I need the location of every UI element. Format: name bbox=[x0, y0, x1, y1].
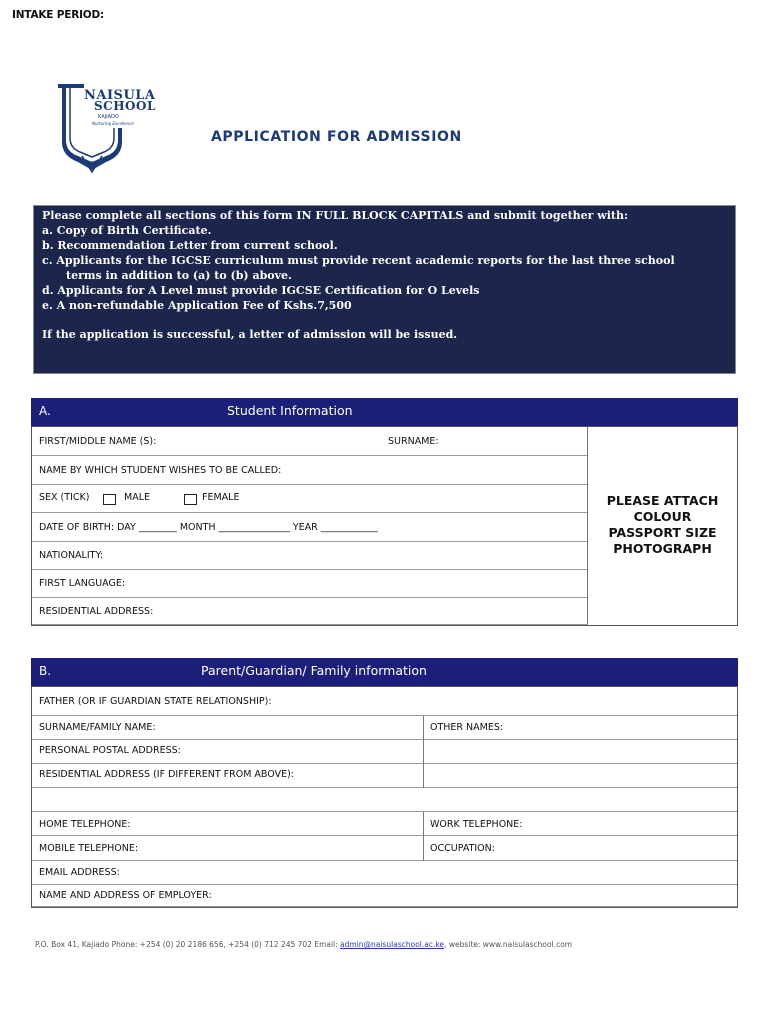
instructions-panel bbox=[33, 205, 736, 374]
instruction-item: d. Applicants for A Level must provide IGCSE Certification for O Levels bbox=[42, 284, 480, 297]
footer-contact bbox=[35, 940, 572, 949]
instruction-item: terms in addition to (a) to (b) above. bbox=[66, 269, 292, 282]
photo-text: PASSPORT SIZE bbox=[608, 525, 717, 540]
logo-motto: Nurturing Excellence bbox=[92, 121, 134, 126]
section-b-header bbox=[31, 658, 738, 686]
page-title: APPLICATION FOR ADMISSION bbox=[211, 129, 462, 145]
school-logo bbox=[52, 80, 156, 178]
email-row bbox=[32, 861, 737, 885]
section-a-header bbox=[31, 398, 738, 426]
photo-box bbox=[587, 427, 737, 625]
residential-row bbox=[32, 764, 737, 788]
family-residential-field[interactable]: RESIDENTIAL ADDRESS (IF DIFFERENT FROM ABOVE): bbox=[39, 769, 294, 780]
called-row bbox=[32, 456, 587, 485]
instructions-intro: Please complete all sections of this form IN FULL BLOCK CAPITALS and submit together with: bbox=[42, 209, 629, 222]
footer-text: P.O. Box 41, Kajiado Phone: +254 (0) 20 2186 656, +254 (0) 712 245 702 Email: bbox=[35, 940, 341, 949]
address-row bbox=[32, 598, 587, 625]
employer-row bbox=[32, 885, 737, 907]
logo-line1: NAISULA bbox=[84, 88, 156, 103]
first-name-row bbox=[32, 427, 587, 456]
sex-row bbox=[32, 485, 587, 513]
footer-text: , website: www.naisulaschool.com bbox=[444, 940, 573, 949]
dob-row bbox=[32, 513, 587, 542]
section-title: Parent/Guardian/ Family information bbox=[201, 663, 427, 678]
photo-text: PLEASE ATTACH bbox=[606, 493, 719, 508]
column-divider bbox=[423, 716, 424, 788]
sex-label: SEX (TICK) bbox=[39, 492, 90, 503]
logo-sub: KAJIADO bbox=[98, 114, 119, 120]
instructions-closing: If the application is successful, a letter of admission will be issued. bbox=[42, 328, 458, 341]
instruction-item: e. A non-refundable Application Fee of Kshs.7,500 bbox=[42, 299, 352, 312]
female-label: FEMALE bbox=[202, 492, 240, 503]
nationality-row bbox=[32, 542, 587, 570]
language-row bbox=[32, 570, 587, 598]
mobile-telephone-field[interactable]: MOBILE TELEPHONE: bbox=[39, 843, 139, 854]
male-label: MALE bbox=[124, 492, 150, 503]
instruction-item: a. Copy of Birth Certificate. bbox=[42, 224, 212, 237]
student-info-table bbox=[31, 426, 738, 626]
family-info-table bbox=[31, 686, 738, 908]
intake-period-label: INTAKE PERIOD: bbox=[12, 9, 105, 21]
employer-field[interactable]: NAME AND ADDRESS OF EMPLOYER: bbox=[39, 890, 212, 901]
home-telephone-field[interactable]: HOME TELEPHONE: bbox=[39, 819, 131, 830]
blank-row[interactable] bbox=[32, 788, 737, 812]
first-language-field[interactable]: FIRST LANGUAGE: bbox=[39, 578, 126, 589]
work-telephone-field[interactable]: WORK TELEPHONE: bbox=[430, 819, 523, 830]
surname-field[interactable]: SURNAME: bbox=[388, 436, 439, 447]
telephone-row bbox=[32, 812, 737, 836]
residential-address-field[interactable]: RESIDENTIAL ADDRESS: bbox=[39, 606, 154, 617]
date-of-birth-field[interactable]: DATE OF BIRTH: DAY ________ MONTH _______________ YEAR ____________ bbox=[39, 522, 378, 533]
surname-row bbox=[32, 716, 737, 740]
photo-text: PHOTOGRAPH bbox=[613, 541, 712, 556]
column-divider bbox=[423, 812, 424, 861]
postal-address-field[interactable]: PERSONAL POSTAL ADDRESS: bbox=[39, 745, 181, 756]
other-names-field[interactable]: OTHER NAMES: bbox=[430, 722, 504, 733]
father-field[interactable]: FATHER (OR IF GUARDIAN STATE RELATIONSHIP): bbox=[39, 696, 272, 707]
mobile-row bbox=[32, 836, 737, 861]
instruction-item: c. Applicants for the IGCSE curriculum must provide recent academic reports for the last three school bbox=[42, 254, 675, 267]
section-title: Student Information bbox=[227, 403, 353, 418]
nationality-field[interactable]: NATIONALITY: bbox=[39, 550, 104, 561]
female-checkbox[interactable] bbox=[184, 494, 197, 505]
first-middle-name-field[interactable]: FIRST/MIDDLE NAME (S): bbox=[39, 436, 157, 447]
postal-row bbox=[32, 740, 737, 764]
section-letter: B. bbox=[39, 664, 52, 678]
father-row bbox=[32, 687, 737, 716]
photo-text: COLOUR bbox=[633, 509, 692, 524]
instruction-item: b. Recommendation Letter from current school. bbox=[42, 239, 338, 252]
family-surname-field[interactable]: SURNAME/FAMILY NAME: bbox=[39, 722, 156, 733]
footer-email-link[interactable]: admin@naisulaschool.ac.ke bbox=[340, 940, 445, 949]
email-field[interactable]: EMAIL ADDRESS: bbox=[39, 867, 120, 878]
male-checkbox[interactable] bbox=[103, 494, 116, 505]
preferred-name-field[interactable]: NAME BY WHICH STUDENT WISHES TO BE CALLED: bbox=[39, 465, 282, 476]
logo-text bbox=[84, 90, 156, 112]
occupation-field[interactable]: OCCUPATION: bbox=[430, 843, 495, 854]
section-letter: A. bbox=[39, 404, 51, 418]
logo-line2: SCHOOL bbox=[94, 99, 156, 113]
